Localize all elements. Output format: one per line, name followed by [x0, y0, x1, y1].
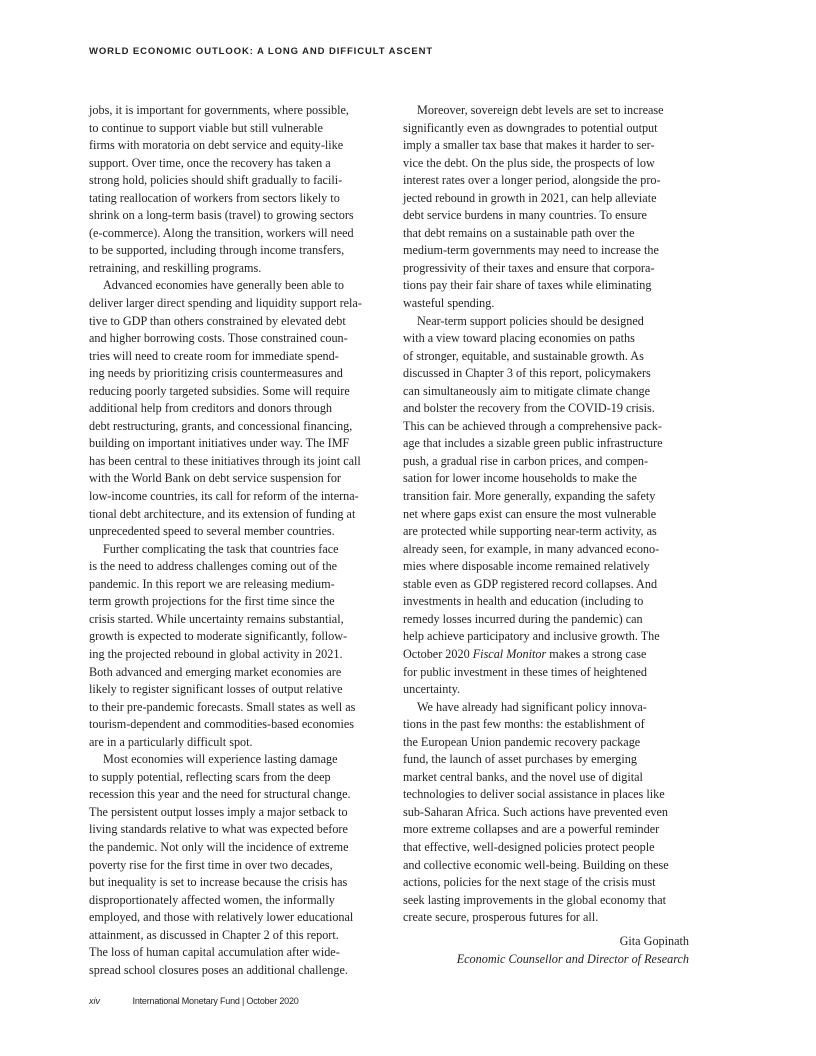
text-line: Most economies will experience lasting damage — [103, 752, 338, 767]
text-line: wasteful spending. — [403, 296, 495, 311]
text-line: significantly even as downgrades to potential output — [403, 120, 658, 135]
text-line: low-income countries, its call for reform of the interna- — [89, 489, 359, 504]
text-line: to supply potential, reflecting scars from the deep — [89, 769, 331, 784]
text-line: poverty rise for the first time in over two decades, — [89, 857, 333, 872]
text-line: additional help from creditors and donors through — [89, 401, 333, 416]
text-line: term growth projections for the first time since the — [89, 594, 335, 609]
signature-name: Gita Gopinath — [619, 934, 689, 948]
text-line: recession this year and the need for structural change. — [89, 787, 351, 802]
text-line: to continue to support viable but still vulnerable — [89, 120, 323, 135]
text-line: progressivity of their taxes and ensure that corpora- — [403, 260, 655, 275]
text-line: spread school closures poses an additional challenge. — [89, 962, 348, 977]
text-line: Moreover, sovereign debt levels are set to increase — [417, 103, 664, 117]
text-line: retraining, and reskilling programs. — [89, 260, 262, 275]
text-line: disproportionately affected women, the informally — [89, 892, 335, 907]
text-run: October 2020 — [403, 646, 473, 661]
text-line: uncertainty. — [403, 682, 461, 697]
text-line: tions pay their fair share of taxes while eliminating — [403, 278, 652, 293]
text-line: vice the debt. On the plus side, the prospects of low — [403, 155, 655, 170]
text-line: are protected while supporting near-term activity, as — [403, 524, 657, 539]
text-run: makes a strong case — [546, 646, 647, 661]
text-line: attainment, as discussed in Chapter 2 of this report. — [89, 927, 339, 942]
text-line: debt service burdens in many countries. To ensure — [403, 208, 647, 223]
fiscal-monitor-title: Fiscal Monitor — [472, 646, 547, 661]
text-line: Advanced economies have generally been able to — [103, 278, 344, 293]
paragraph — [89, 751, 377, 979]
signature-title: Economic Counsellor and Director of Research — [456, 951, 689, 966]
text-line: tourism-dependent and commodities-based economies — [89, 717, 355, 732]
text-line: ing the projected rebound in global activity in 2021. — [89, 646, 343, 661]
text-line: This can be achieved through a comprehensive pack- — [403, 418, 662, 433]
text-line: sation for lower income households to make the — [403, 471, 637, 486]
text-line: seek lasting improvements in the global economy that — [403, 892, 666, 907]
text-line: Both advanced and emerging market economies are — [89, 664, 342, 679]
paragraph-lines — [403, 313, 693, 646]
paragraph — [403, 313, 693, 699]
signature — [403, 933, 689, 968]
text-line: ing needs by prioritizing crisis countermeasures and — [89, 366, 343, 381]
paragraph — [89, 541, 377, 752]
text-line: with a view toward placing economies on paths — [403, 331, 635, 346]
text-line: employed, and those with relatively lower educational — [89, 910, 354, 925]
text-line: growth is expected to moderate significantly, follow- — [89, 629, 348, 644]
text-line: unprecedented speed to several member countries. — [89, 524, 335, 539]
right-column — [403, 102, 693, 927]
text-line: imply a smaller tax base that makes it harder to ser- — [403, 138, 655, 153]
page-number: xiv — [89, 996, 100, 1006]
text-line: Further complicating the task that countries face — [103, 541, 339, 556]
text-line: strong hold, policies should shift gradually to facili- — [89, 173, 343, 188]
page-footer — [89, 996, 299, 1006]
text-line: pandemic. In this report we are releasing medium- — [89, 576, 335, 591]
text-line: mies where disposable income remained relatively — [403, 559, 650, 574]
text-line: market central banks, and the novel use of digital — [403, 769, 643, 784]
paragraph — [403, 102, 693, 313]
paragraph-lines — [403, 664, 693, 699]
text-line: jobs, it is important for governments, where possible, — [89, 103, 349, 117]
text-line: tries will need to create room for immediate spend- — [89, 348, 339, 363]
text-line: transition fair. More generally, expanding the safety — [403, 489, 656, 504]
text-line: fund, the launch of asset purchases by emerging — [403, 752, 637, 767]
text-line: the European Union pandemic recovery package — [403, 734, 641, 749]
text-line: tive to GDP than others constrained by elevated debt — [89, 313, 346, 328]
text-line: shrink on a long-term basis (travel) to growing sectors — [89, 208, 354, 223]
text-line: debt restructuring, grants, and concessional financing, — [89, 418, 353, 433]
paragraph — [89, 102, 377, 277]
text-line: the pandemic. Not only will the incidence of extreme — [89, 839, 349, 854]
text-line: living standards relative to what was expected before — [89, 822, 348, 837]
text-line: technologies to deliver social assistance in places like — [403, 787, 665, 802]
text-line: help achieve participatory and inclusive growth. The — [403, 629, 660, 644]
text-line: sub-Saharan Africa. Such actions have prevented even — [403, 804, 668, 819]
fiscal-monitor-line — [403, 646, 693, 664]
text-line: are in a particularly difficult spot. — [89, 734, 253, 749]
text-line: has been central to these initiatives through its joint call — [89, 453, 361, 468]
text-line: net where gaps exist can ensure the most vulnerable — [403, 506, 657, 521]
text-line: We have already had significant policy innova- — [417, 699, 647, 714]
running-head: WORLD ECONOMIC OUTLOOK: A LONG AND DIFFICULT ASCENT — [89, 46, 434, 57]
left-column — [89, 102, 377, 979]
text-line: is the need to address challenges coming out of the — [89, 559, 338, 574]
text-line: interest rates over a longer period, alongside the pro- — [403, 173, 661, 188]
text-line: already seen, for example, in many advanced econo- — [403, 541, 660, 556]
text-line: for public investment in these times of heightened — [403, 664, 648, 679]
text-line: to their pre-pandemic forecasts. Small states as well as — [89, 699, 356, 714]
text-line: that debt remains on a sustainable path over the — [403, 225, 635, 240]
text-line: with the World Bank on debt service suspension for — [89, 471, 341, 486]
text-line: more extreme collapses and are a powerful reminder — [403, 822, 660, 837]
text-line: push, a gradual rise in carbon prices, and compen- — [403, 453, 649, 468]
text-line: actions, policies for the next stage of the crisis must — [403, 875, 656, 890]
text-line: investments in health and education (including to — [403, 594, 644, 609]
text-line: create secure, prosperous futures for all. — [403, 910, 599, 925]
text-line: Near-term support policies should be designed — [417, 313, 644, 328]
text-line: medium-term governments may need to increase the — [403, 243, 659, 258]
text-line: and collective economic well-being. Building on these — [403, 857, 669, 872]
text-line: The loss of human capital accumulation after wide- — [89, 945, 340, 960]
text-line: tating reallocation of workers from sectors likely to — [89, 190, 340, 205]
text-line: and bolster the recovery from the COVID-19 crisis. — [403, 401, 655, 416]
text-line: building on important initiatives under way. The IMF — [89, 436, 350, 451]
text-line: age that includes a sizable green public infrastructure — [403, 436, 663, 451]
text-line: likely to register significant losses of output relative — [89, 682, 343, 697]
text-line: The persistent output losses imply a major setback to — [89, 804, 348, 819]
text-line: firms with moratoria on debt service and equity-like — [89, 138, 344, 153]
text-line: that effective, well-designed policies protect people — [403, 839, 655, 854]
paragraph — [89, 277, 377, 540]
text-line: reducing poorly targeted subsidies. Some will require — [89, 383, 350, 398]
text-line: discussed in Chapter 3 of this report, policymakers — [403, 366, 651, 381]
publication-info: International Monetary Fund | October 2020 — [132, 996, 299, 1006]
text-line: jected rebound in growth in 2021, can help alleviate — [403, 190, 657, 205]
text-line: tional debt architecture, and its extension of funding at — [89, 506, 356, 521]
text-line: of stronger, equitable, and sustainable growth. As — [403, 348, 644, 363]
paragraph — [403, 699, 693, 927]
text-line: but inequality is set to increase because the crisis has — [89, 875, 348, 890]
text-line: and higher borrowing costs. Those constrained coun- — [89, 331, 348, 346]
text-line: tions in the past few months: the establishment of — [403, 717, 645, 732]
text-line: deliver larger direct spending and liquidity support rela- — [89, 296, 362, 311]
text-line: (e-commerce). Along the transition, workers will need — [89, 225, 354, 240]
text-line: crisis started. While uncertainty remains substantial, — [89, 611, 344, 626]
text-line: stable even as GDP registered record collapses. And — [403, 576, 658, 591]
text-line: can simultaneously aim to mitigate climate change — [403, 383, 651, 398]
text-line: to be supported, including through income transfers, — [89, 243, 345, 258]
text-line: remedy losses incurred during the pandemic) can — [403, 611, 643, 626]
text-line: support. Over time, once the recovery has taken a — [89, 155, 331, 170]
